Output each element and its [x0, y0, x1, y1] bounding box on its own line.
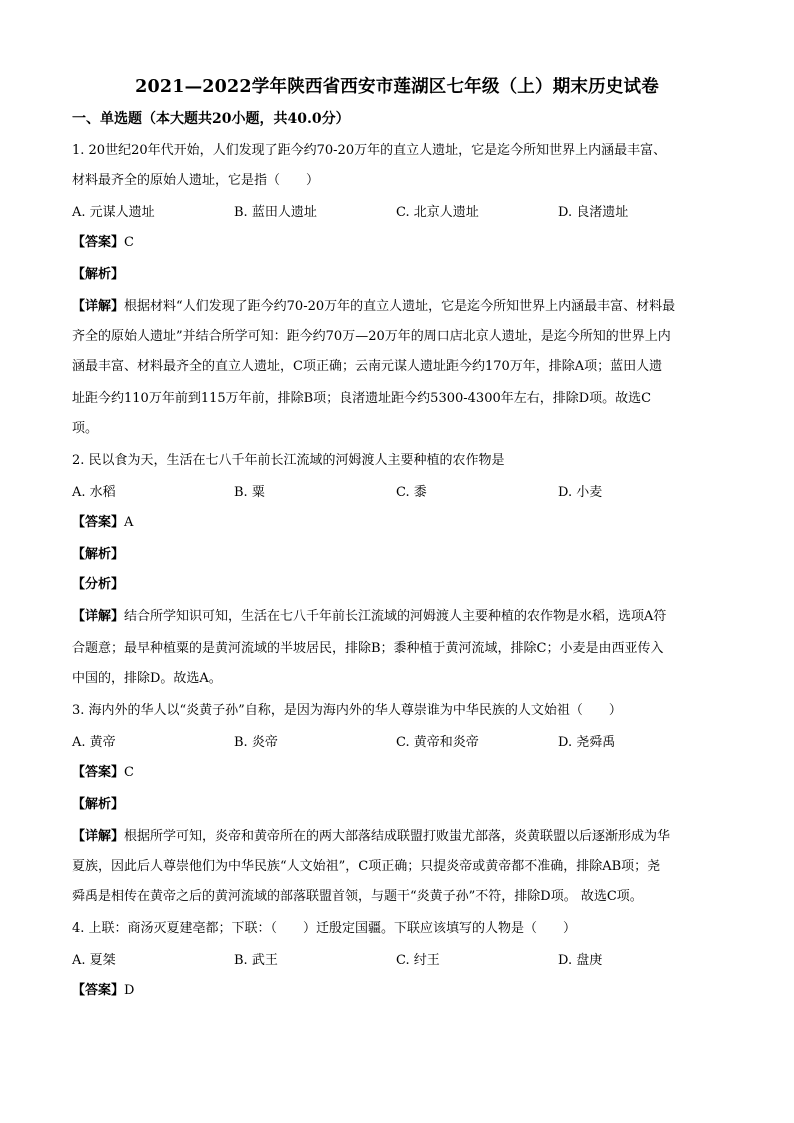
question-2-option-d: D. 小麦 [558, 485, 603, 500]
question-4-stem-line-1: 4. 上联：商汤灭夏建亳都；下联：（ ）迁殷定国疆。下联应该填写的人物是（ ） [72, 921, 577, 936]
question-1-detail-line-3: 涵最丰富、材料最齐全的直立人遗址，C项正确；云南元谋人遗址距今约170万年，排除A项；蓝田人遗 [72, 359, 663, 374]
question-1-option-c: C. 北京人遗址 [396, 205, 479, 220]
analysis-label: 【解析】 [72, 797, 125, 812]
question-4-option-a: A. 夏桀 [72, 953, 116, 968]
question-2-detail-line-1 [72, 608, 722, 626]
question-2-fenxi-label [72, 576, 124, 594]
answer-label: 【答案】 [72, 515, 125, 530]
question-3-stem-line-1: 3. 海内外的华人以“炎黄子孙”自称，是因为海内外的华人尊崇谁为中华民族的人文始祖（ ） [72, 703, 622, 718]
question-3-option-a: A. 黄帝 [72, 735, 116, 750]
detail-text: 根据所学可知，炎帝和黄帝所在的两大部落结成联盟打败蚩尤部落，炎黄联盟以后逐渐形成为华 [124, 829, 671, 844]
question-3-detail-line-1 [72, 828, 722, 846]
question-3-analysis-label [72, 796, 124, 814]
question-3-option-b: B. 炎帝 [234, 735, 278, 750]
question-4-option-d: D. 盘庚 [558, 953, 603, 968]
section-heading: 一、单选题（本大题共20小题，共40.0分） [72, 111, 350, 127]
question-3-detail-line-3: 舜禹是相传在黄帝之后的黄河流域的部落联盟首领，与题干“炎黄子孙”不符，排除D项。 故选C项。 [72, 889, 643, 904]
question-3-detail-line-2: 夏族，因此后人尊崇他们为中华民族“人文始祖”，C项正确；只提炎帝或黄帝都不准确，排除AB项；尧 [72, 859, 661, 874]
answer-value: D [124, 983, 135, 998]
question-2-detail-line-2: 合题意；最早种植粟的是黄河流域的半坡居民，排除B；黍种植于黄河流域，排除C；小麦是由西亚传入 [72, 641, 664, 656]
question-1-stem-line-1: 1. 20世纪20年代开始，人们发现了距今约70-20万年的直立人遗址，它是迄今所知世界上内涵最丰富、 [72, 143, 667, 158]
answer-value: A [124, 515, 134, 530]
question-2-detail-line-3: 中国的，排除D。故选A。 [72, 671, 222, 686]
question-3-option-d: D. 尧舜禹 [558, 735, 616, 750]
question-1-analysis-label [72, 266, 124, 284]
answer-value: C [124, 765, 134, 780]
analysis-label: 【解析】 [72, 267, 125, 282]
question-3-option-c: C. 黄帝和炎帝 [396, 735, 479, 750]
question-2-analysis-label [72, 546, 124, 564]
question-1-detail-line-5: 项。 [72, 421, 99, 436]
question-1-answer [72, 234, 134, 252]
question-2-option-c: C. 黍 [396, 485, 427, 500]
detail-text: 根据材料“人们发现了距今约70-20万年的直立人遗址，它是迄今所知世界上内涵最丰富、材料最 [124, 299, 676, 314]
question-1-stem-line-2: 材料最齐全的原始人遗址，它是指（ ） [72, 173, 320, 188]
question-2-stem-line-1: 2. 民以食为天，生活在七八千年前长江流域的河姆渡人主要种植的农作物是 [72, 453, 505, 468]
answer-label: 【答案】 [72, 235, 125, 250]
question-4-answer [72, 982, 134, 1000]
answer-label: 【答案】 [72, 765, 125, 780]
answer-value: C [124, 235, 134, 250]
question-2-option-b: B. 粟 [234, 485, 265, 500]
question-1-option-b: B. 蓝田人遗址 [234, 205, 317, 220]
answer-label: 【答案】 [72, 983, 125, 998]
question-1-option-d: D. 良渚遗址 [558, 205, 629, 220]
analysis-label: 【解析】 [72, 547, 125, 562]
question-1-detail-line-1 [72, 298, 722, 316]
question-4-option-c: C. 纣王 [396, 953, 440, 968]
page-title: 2021—2022学年陕西省西安市莲湖区七年级（上）期末历史试卷 [135, 77, 659, 97]
question-2-answer [72, 514, 133, 532]
question-2-option-a: A. 水稻 [72, 485, 116, 500]
question-1-detail-line-2: 齐全的原始人遗址”并结合所学可知：距今约70万—20万年的周口店北京人遗址，是迄今所知的世界上内 [72, 329, 671, 344]
fenxi-label: 【分析】 [72, 577, 125, 592]
detail-label: 【详解】 [72, 609, 125, 624]
detail-label: 【详解】 [72, 299, 125, 314]
question-1-option-a: A. 元谋人遗址 [72, 205, 155, 220]
question-1-detail-line-4: 址距今约110万年前到115万年前，排除B项；良渚遗址距今约5300-4300年左右，排除D项。故选C [72, 391, 652, 406]
detail-text: 结合所学知识可知，生活在七八千年前长江流域的河姆渡人主要种植的农作物是水稻，选项A符 [124, 609, 667, 624]
question-4-option-b: B. 武王 [234, 953, 278, 968]
detail-label: 【详解】 [72, 829, 125, 844]
question-3-answer [72, 764, 134, 782]
